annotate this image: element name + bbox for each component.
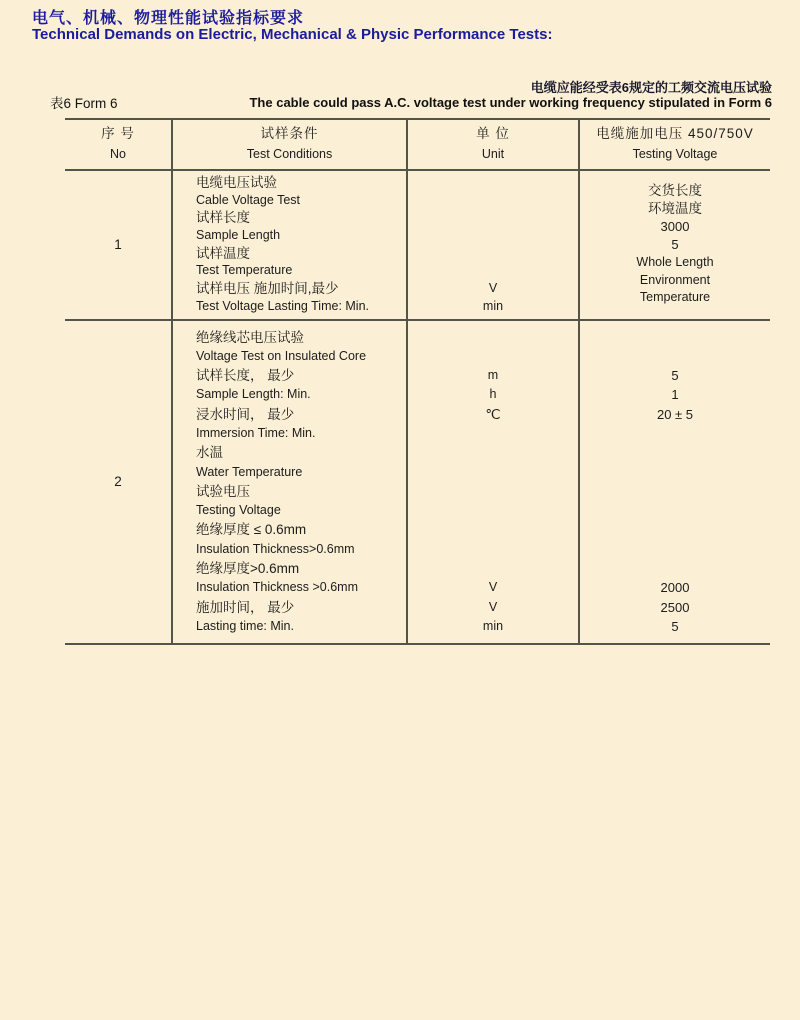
unit-stack [408,171,578,319]
condition-line: Test Voltage Lasting Time: Min. [196,298,370,313]
header-cell-no [65,120,171,169]
row-number: 2 [114,474,122,490]
value-line: 20 ± 5 [656,406,694,422]
header-voltage-zh: 电缆施加电压 450/750V [596,126,754,141]
unit-line [408,501,578,520]
unit-line: m [487,368,499,383]
condition-line: Insulation Thickness >0.6mm [196,580,358,595]
value-line: 2000 [660,580,690,596]
condition-line: 绝缘厚度>0.6mm [196,561,300,577]
value-line: 5 [671,618,679,634]
unit-cell [406,321,578,644]
condition-line: 绝缘厚度 ≤ 0.6mm [196,522,307,538]
value-line: 5 [671,236,679,252]
conditions-stack [173,321,406,644]
condition-line: Testing Voltage [196,503,281,518]
unit-line [408,245,578,263]
row-number-cell [65,321,171,644]
value-line: 环境温度 [648,201,702,217]
unit-line [408,262,578,280]
condition-line: 试验电压 [196,483,250,499]
value-line [580,328,770,347]
condition-line: 浸水时间， 最少 [196,406,295,422]
header-cell-testing-voltage [578,120,770,169]
value-stack [580,321,770,644]
page-title-en: Technical Demands on Electric, Mechanical & Physic Performance Tests: [32,26,553,43]
condition-line: 试样长度， 最少 [196,368,295,384]
header-conditions-zh: 试样条件 [260,126,319,141]
voltage-test-table [65,118,770,645]
header-no-en: No [110,147,126,161]
value-cell [578,171,770,319]
value-line: 5 [671,368,679,384]
condition-line: 试样电压 施加时间,最少 [196,281,339,297]
value-line [580,559,770,578]
condition-line: 试样温度 [196,245,250,261]
condition-line: Immersion Time: Min. [196,425,316,440]
unit-cell [406,171,578,319]
unit-line: h [489,387,497,402]
conditions-cell [171,171,406,319]
header-conditions-en: Test Conditions [246,147,333,161]
unit-line: ℃ [485,406,501,422]
row-number-cell [65,171,171,319]
row-number: 1 [114,237,122,253]
unit-line: V [488,580,498,595]
unit-line [408,482,578,501]
value-line: Temperature [639,290,711,305]
condition-line: Lasting time: Min. [196,618,294,633]
condition-line: Insulation Thickness>0.6mm [196,541,355,556]
unit-line [408,520,578,539]
value-line [580,540,770,559]
value-centered-stack [580,171,770,319]
value-line: 1 [671,387,679,403]
value-line [580,520,770,539]
unit-line [408,540,578,559]
table-caption-zh: 电缆应能经受表6规定的工频交流电压试验 [530,80,772,95]
header-voltage-en: Testing Voltage [632,147,718,161]
condition-line: Sample Length: Min. [196,387,311,402]
table-row [65,169,770,319]
unit-line [408,328,578,347]
value-line: 3000 [660,218,690,234]
conditions-stack [173,171,406,319]
value-line [580,463,770,482]
condition-line: 施加时间， 最少 [196,599,295,615]
value-line: Environment [639,272,711,287]
value-cell [578,321,770,644]
unit-line [408,463,578,482]
value-line [580,443,770,462]
value-line [580,347,770,366]
unit-line [408,209,578,227]
unit-stack [408,321,578,644]
table-row [65,319,770,644]
header-unit-en: Unit [481,147,505,161]
header-unit-zh: 单 位 [476,126,510,141]
header-cell-unit [406,120,578,169]
conditions-cell [171,321,406,644]
header-cell-conditions [171,120,406,169]
table-header-row [65,118,770,169]
condition-line: 水温 [196,445,223,461]
condition-line: Water Temperature [196,464,303,479]
condition-line: Voltage Test on Insulated Core [196,348,367,363]
unit-line: V [488,281,498,296]
condition-line: Test Temperature [196,263,293,278]
unit-line [408,227,578,245]
unit-line [408,424,578,443]
unit-line [408,443,578,462]
unit-line [408,192,578,210]
header-no-zh: 序 号 [101,126,135,141]
unit-line [408,559,578,578]
page-title-zh: 电气、机械、物理性能试验指标要求 [32,10,305,27]
condition-line: 试样长度 [196,210,250,226]
value-line: Whole Length [636,254,714,269]
unit-line: min [482,298,504,313]
unit-line: min [482,618,504,633]
unit-line [408,347,578,366]
value-line [580,424,770,443]
value-line [580,482,770,501]
value-line: 2500 [660,599,690,615]
value-line: 交货长度 [648,183,702,199]
unit-line [408,174,578,192]
form-number-label: 表6 Form 6 [50,96,118,111]
condition-line: Cable Voltage Test [196,192,301,207]
unit-line: V [488,599,498,614]
condition-line: 绝缘线芯电压试验 [196,329,304,345]
condition-line: Sample Length [196,228,281,243]
table-body [65,169,770,643]
value-line [580,501,770,520]
table-caption-en: The cable could pass A.C. voltage test under working frequency stipulated in Form 6 [249,95,772,110]
condition-line: 电缆电压试验 [196,175,277,190]
